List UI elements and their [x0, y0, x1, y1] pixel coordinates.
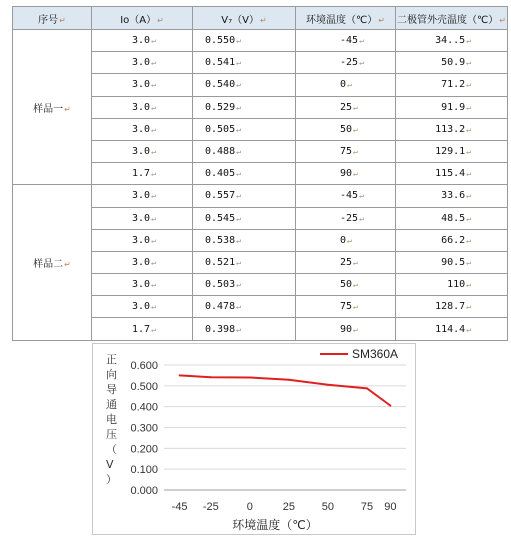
table-header-row — [13, 7, 508, 30]
table-cell: 1.7↵ — [92, 163, 193, 185]
x-tick-label: 90 — [384, 501, 397, 513]
table-cell: 0.488↵ — [193, 140, 296, 162]
table-cell: 90↵ — [296, 163, 396, 185]
header-cell: 环境温度（℃）↵ — [296, 7, 396, 30]
y-tick-label: 0.400 — [130, 401, 158, 414]
table-cell: -45↵ — [296, 185, 396, 207]
y-axis-title-char: V — [106, 458, 114, 471]
table-cell: 0.478↵ — [193, 296, 296, 318]
sample-name-cell: 样品二↵ — [13, 185, 92, 340]
x-axis-title: 环境温度（℃） — [232, 518, 318, 532]
forward-voltage-chart — [92, 343, 416, 535]
x-tick-label: 75 — [360, 501, 374, 513]
table-cell: 0.505↵ — [193, 118, 296, 140]
table-cell: 66.2↵ — [396, 229, 508, 251]
y-tick-label: 0.600 — [130, 360, 158, 372]
table-cell: 71.2↵ — [396, 74, 508, 96]
data-table — [12, 6, 508, 341]
table-cell: 3.0↵ — [92, 96, 193, 118]
table-cell: 3.0↵ — [92, 229, 193, 251]
table-cell: 3.0↵ — [92, 140, 193, 162]
table-cell: 3.0↵ — [92, 52, 193, 74]
table-cell: 91.9↵ — [396, 96, 508, 118]
table-cell: 25↵ — [296, 96, 396, 118]
table-cell: 128.7↵ — [396, 296, 508, 318]
x-tick-label: 25 — [282, 501, 296, 513]
x-tick-label: 0 — [246, 501, 253, 513]
table-cell: 115.4↵ — [396, 163, 508, 185]
x-tick-label: -45 — [171, 501, 188, 513]
y-axis-title-char: 电 — [106, 413, 117, 426]
table-cell: 90↵ — [296, 318, 396, 340]
table-row — [13, 30, 508, 52]
y-tick-label: 0.300 — [130, 422, 158, 435]
table-cell: 3.0↵ — [92, 74, 193, 96]
table-cell: -45↵ — [296, 30, 396, 52]
table-cell: 75↵ — [296, 140, 396, 162]
table-cell: 0↵ — [296, 229, 396, 251]
header-cell: V₇（V）↵ — [193, 7, 296, 30]
table-cell: 129.1↵ — [396, 140, 508, 162]
table-cell: 0.545↵ — [193, 207, 296, 229]
table-cell: 1.7↵ — [92, 318, 193, 340]
table-cell: 0.540↵ — [193, 74, 296, 96]
data-point — [249, 377, 251, 379]
y-axis-title-char: 导 — [106, 383, 117, 396]
header-cell: 序号↵ — [13, 7, 92, 30]
y-tick-label: 0.500 — [130, 380, 158, 393]
table-cell: 33.6↵ — [396, 185, 508, 207]
legend-label: SM360A — [352, 347, 399, 361]
table-cell: 34..5↵ — [396, 30, 508, 52]
y-axis-title-char: 压 — [106, 428, 117, 441]
table-cell: 0.503↵ — [193, 274, 296, 296]
data-point — [210, 376, 212, 378]
y-tick-label: 0.000 — [130, 485, 158, 497]
y-axis-title-char: 通 — [106, 398, 117, 411]
y-axis-title-char: 正 — [106, 353, 117, 366]
table-cell: 3.0↵ — [92, 185, 193, 207]
table-cell: 75↵ — [296, 296, 396, 318]
x-tick-label: -25 — [202, 501, 219, 513]
y-tick-label: 0.100 — [130, 464, 158, 477]
table-cell: 113.2↵ — [396, 118, 508, 140]
table-cell: 50↵ — [296, 274, 396, 296]
y-axis-title-char: ） — [106, 473, 117, 486]
table-cell: 50↵ — [296, 118, 396, 140]
table-cell: 3.0↵ — [92, 251, 193, 273]
data-point — [327, 384, 329, 386]
table-cell: 0.557↵ — [193, 185, 296, 207]
table-cell: 3.0↵ — [92, 118, 193, 140]
table-cell: 3.0↵ — [92, 207, 193, 229]
data-point — [288, 379, 290, 381]
table-cell: 0.405↵ — [193, 163, 296, 185]
table-cell: 50.9↵ — [396, 52, 508, 74]
table-cell: -25↵ — [296, 207, 396, 229]
table-cell: 114.4↵ — [396, 318, 508, 340]
y-axis-title-char: （ — [106, 443, 117, 456]
sample-name-cell: 样品一↵ — [13, 30, 92, 185]
data-point — [366, 387, 368, 389]
table-cell: 0.398↵ — [193, 318, 296, 340]
data-point — [179, 374, 181, 376]
table-cell: 0.538↵ — [193, 229, 296, 251]
table-cell: 3.0↵ — [92, 274, 193, 296]
y-axis-title-char: 向 — [106, 368, 117, 381]
table-cell: 3.0↵ — [92, 296, 193, 318]
table-cell: -25↵ — [296, 52, 396, 74]
table-cell: 110↵ — [396, 274, 508, 296]
table-cell: 25↵ — [296, 251, 396, 273]
table-cell: 3.0↵ — [92, 30, 193, 52]
table-cell: 0.541↵ — [193, 52, 296, 74]
y-tick-label: 0.200 — [130, 443, 158, 456]
data-point — [389, 405, 391, 407]
table-cell: 0.529↵ — [193, 96, 296, 118]
table-cell: 0.550↵ — [193, 30, 296, 52]
table-cell: 90.5↵ — [396, 251, 508, 273]
table-cell: 48.5↵ — [396, 207, 508, 229]
table-cell: 0.521↵ — [193, 251, 296, 273]
x-tick-label: 50 — [321, 501, 335, 513]
header-cell: 二极管外壳温度（℃）↵ — [396, 7, 508, 30]
header-cell: Io（A）↵ — [92, 7, 193, 30]
table-cell: 0↵ — [296, 74, 396, 96]
table-row — [13, 185, 508, 207]
